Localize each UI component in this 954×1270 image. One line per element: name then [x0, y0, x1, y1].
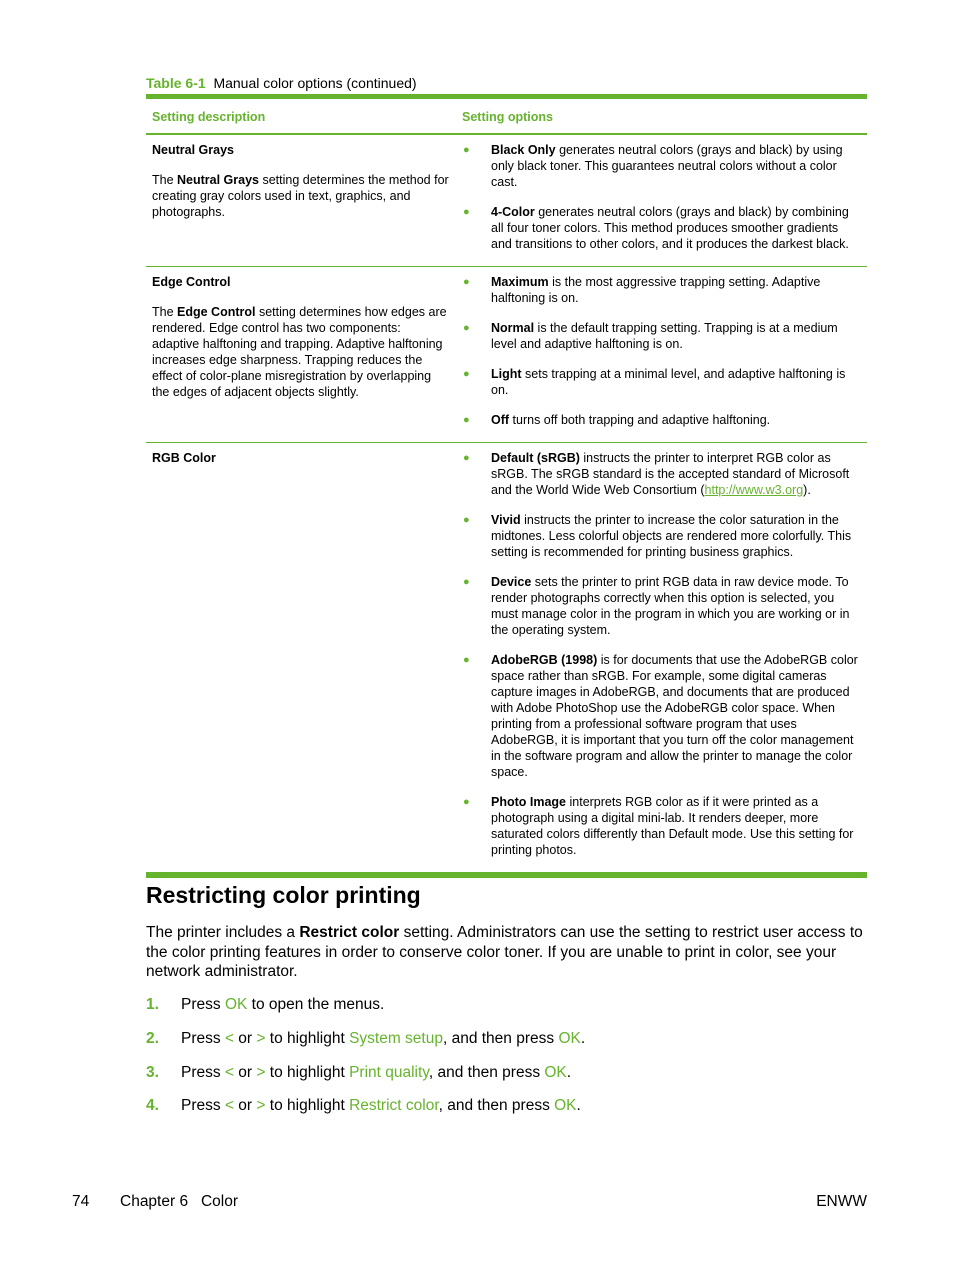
left-arrow-key: < — [224, 1097, 234, 1114]
chapter-label: Chapter 6 Color — [120, 1193, 239, 1210]
setting-name: Edge Control — [152, 275, 231, 289]
ok-key: OK — [558, 1030, 581, 1047]
table-row — [146, 443, 867, 873]
list-item: ● Normal is the default trapping setting. Trapping is at a medium level and adaptive halftoning is on. — [463, 321, 838, 351]
right-arrow-key: > — [256, 1064, 266, 1081]
header-setting-options: Setting options — [462, 110, 553, 124]
list-item: ● Light sets trapping at a minimal level, and adaptive halftoning is on. — [463, 367, 846, 397]
list-item: ● Maximum is the most aggressive trapping setting. Adaptive halftoning is on. — [463, 275, 821, 305]
step-number: 4. — [146, 1097, 159, 1114]
table-number: Table 6-1 — [146, 75, 206, 91]
setting-options — [456, 267, 867, 442]
table-header — [146, 99, 867, 135]
step-text: Press < or > to highlight Print quality, and then press OK. — [181, 1064, 572, 1081]
menu-name: Restrict color — [349, 1097, 439, 1114]
setting-name: Neutral Grays — [152, 143, 234, 157]
intro-paragraph: The printer includes a Restrict color setting. Administrators can use the setting to restrict user access to the color printing features in order to conserve color toner. If you are unable to print in color, see your network administrator. — [146, 924, 863, 980]
setting-description — [146, 443, 456, 872]
list-item: ● 4-Color generates neutral colors (grays and black) by combining all four toner colors. This method produces smoother gradients and transitions to other colors, and it produces the darkest black. — [463, 205, 849, 251]
bullet-icon: ● — [463, 322, 470, 334]
list-item: ● Vivid instructs the printer to increase the color saturation in the midtones. Less colorful objects are rendered more colorfully. This setting is recommended for printing business graphics. — [463, 513, 852, 559]
header-setting-description: Setting description — [152, 110, 266, 124]
bullet-icon: ● — [463, 452, 470, 464]
list-item: ● Photo Image interprets RGB color as if it were printed as a photograph using a digital mini-lab. It renders deeper, more saturated colors differently than Default mode. Use this setting for printing photos. — [463, 795, 854, 857]
table-row — [146, 135, 867, 267]
ok-key: OK — [224, 996, 248, 1013]
setting-description-text: The Edge Control setting determines how edges are rendered. Edge control has two components: adaptive halftoning and trapping. Adaptive halftoning increases edge sharpness. Trapping reduces the effect of color-plane misregistration by overlapping the edges of adjacent objects slightly. — [152, 305, 447, 399]
step-number: 2. — [146, 1030, 159, 1047]
bullet-icon: ● — [463, 368, 470, 380]
bullet-icon: ● — [463, 206, 470, 218]
step-text: Press OK to open the menus. — [181, 996, 385, 1013]
section-heading: Restricting color printing — [146, 882, 421, 908]
bullet-icon: ● — [463, 514, 470, 526]
setting-description — [146, 135, 456, 266]
step-number: 1. — [146, 996, 159, 1013]
table-caption — [146, 75, 417, 91]
table-bottom-rule — [146, 873, 867, 878]
step-number: 3. — [146, 1064, 159, 1081]
table-row — [146, 267, 867, 443]
list-item: ● Default (sRGB) instructs the printer to interpret RGB color as sRGB. The sRGB standard is the accepted standard of Microsoft and the World Wide Web Consortium (http://www.w3.org). — [463, 451, 850, 497]
list-item: ● Black Only generates neutral colors (grays and black) by using only black toner. This guarantees neutral colors without a color cast. — [463, 143, 843, 189]
w3c-link[interactable]: http://www.w3.org — [704, 483, 804, 497]
list-item: ● Device sets the printer to print RGB data in raw device mode. To render photographs correctly when this option is selected, you must manage color in the program in which you are working or in the operating system. — [463, 575, 850, 637]
right-arrow-key: > — [256, 1097, 266, 1114]
list-item: ● Off turns off both trapping and adaptive halftoning. — [463, 413, 771, 427]
page-number: 74 — [72, 1193, 90, 1210]
setting-options — [456, 443, 867, 872]
brand-label: ENWW — [816, 1193, 867, 1210]
setting-description — [146, 267, 456, 442]
bullet-icon: ● — [463, 276, 470, 288]
setting-name: RGB Color — [152, 451, 216, 465]
menu-name: System setup — [349, 1030, 443, 1047]
bullet-icon: ● — [463, 796, 470, 808]
table-title: Manual color options (continued) — [213, 75, 417, 91]
menu-name: Print quality — [349, 1064, 429, 1081]
list-item: ● AdobeRGB (1998) is for documents that use the AdobeRGB color space rather than sRGB. For example, some digital cameras capture images in AdobeRGB, and documents that are produced with Adobe PhotoShop use the AdobeRGB color space. When printing from a professional software program that uses AdobeRGB, it is important that you turn off the color management in the software program and allow the printer to manage the color space. — [463, 653, 858, 779]
right-arrow-key: > — [256, 1030, 266, 1047]
setting-options — [456, 135, 867, 266]
bullet-icon: ● — [463, 576, 470, 588]
step-text: Press < or > to highlight Restrict color, and then press OK. — [181, 1097, 581, 1114]
left-arrow-key: < — [224, 1064, 234, 1081]
bullet-icon: ● — [463, 654, 470, 666]
step-text: Press < or > to highlight System setup, and then press OK. — [181, 1030, 586, 1047]
left-arrow-key: < — [224, 1030, 234, 1047]
setting-description-text: The Neutral Grays setting determines the method for creating gray colors used in text, graphics, and photographs. — [152, 173, 449, 219]
manual-color-options-table — [146, 94, 867, 878]
ok-key: OK — [554, 1097, 577, 1114]
bullet-icon: ● — [463, 414, 470, 426]
bullet-icon: ● — [463, 144, 470, 156]
ok-key: OK — [544, 1064, 567, 1081]
